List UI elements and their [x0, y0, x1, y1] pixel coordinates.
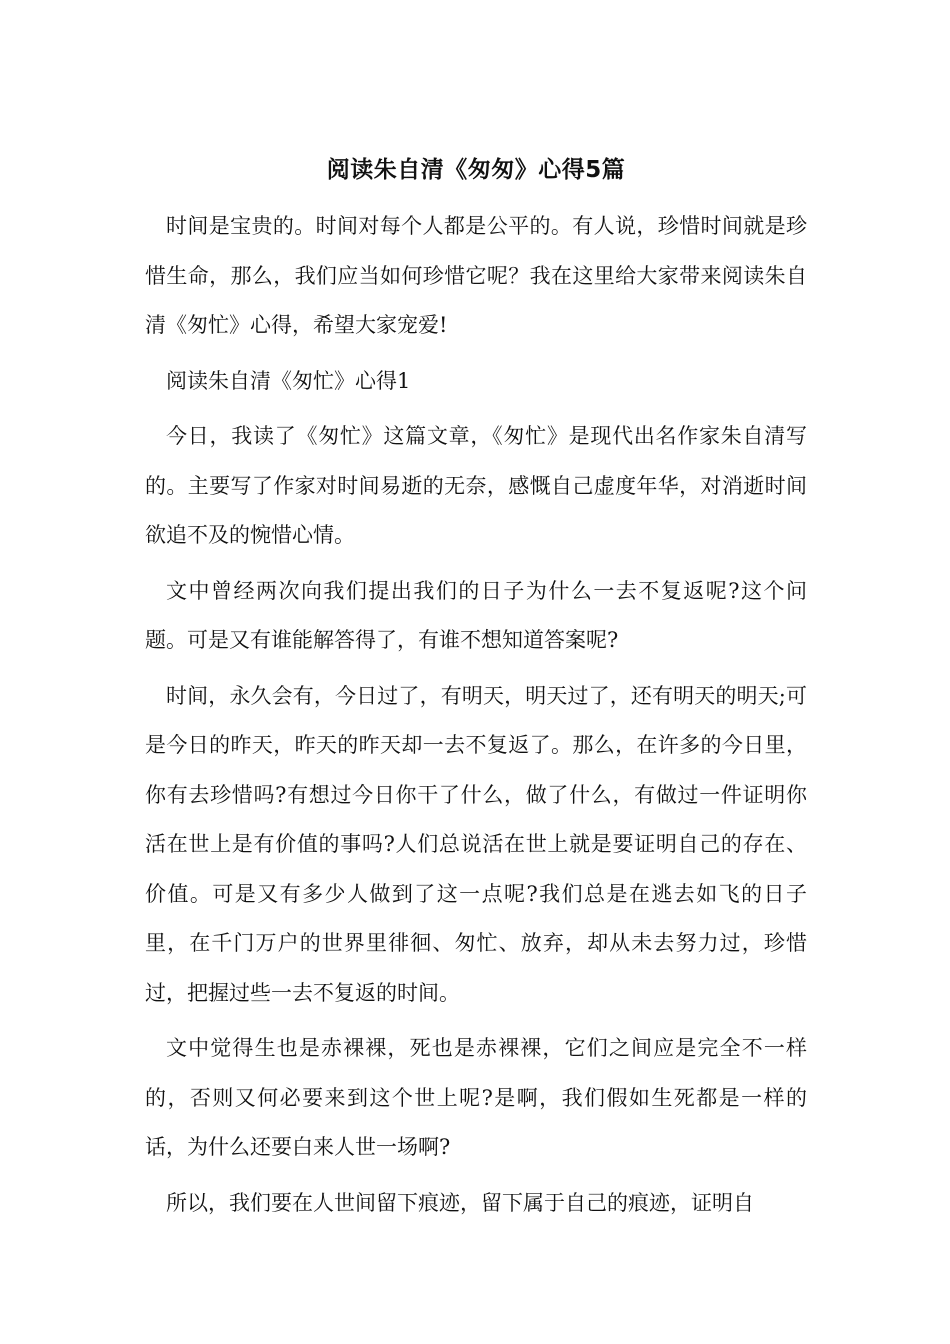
section-heading: 阅读朱自清《匆忙》心得1	[166, 368, 411, 393]
body-paragraph: 文中觉得生也是赤裸裸，死也是赤裸裸，它们之间应是完全不一样的，否则又何必要来到这个世上呢?是啊，我们假如生死都是一样的话，为什么还要白来人世一场啊?	[145, 1036, 807, 1159]
document-title: 阅读朱自清《匆匆》心得5篇	[326, 157, 626, 183]
document-body	[145, 150, 807, 1234]
body-paragraph: 时间，永久会有，今日过了，有明天，明天过了，还有明天的明天;可是今日的昨天，昨天的昨天却一去不复返了。那么，在许多的今日里，你有去珍惜吗?有想过今日你干了什么，做了什么，有做过一件证明你活在世上是有价值的事吗?人们总说活在世上就是要证明自己的存在、价值。可是又有多少人做到了这一点呢?我们总是在逃去如飞的日子里，在千门万户的世界里徘徊、匆忙、放弃，却从未去努力过，珍惜过，把握过些一去不复返的时间。	[145, 683, 807, 1005]
body-paragraph: 文中曾经两次向我们提出我们的日子为什么一去不复返呢?这个问题。可是又有谁能解答得了，有谁不想知道答案呢?	[145, 578, 807, 652]
body-paragraph: 今日，我读了《匆忙》这篇文章，《匆忙》是现代出名作家朱自清写的。主要写了作家对时间易逝的无奈，感慨自己虚度年华，对消逝时间欲追不及的惋惜心情。	[145, 424, 807, 547]
intro-paragraph: 时间是宝贵的。时间对每个人都是公平的。有人说，珍惜时间就是珍惜生命，那么，我们应当如何珍惜它呢？我在这里给大家带来阅读朱自清《匆忙》心得，希望大家宠爱!	[145, 214, 807, 337]
body-paragraph: 所以，我们要在人世间留下痕迹，留下属于自己的痕迹，证明自	[166, 1190, 754, 1215]
